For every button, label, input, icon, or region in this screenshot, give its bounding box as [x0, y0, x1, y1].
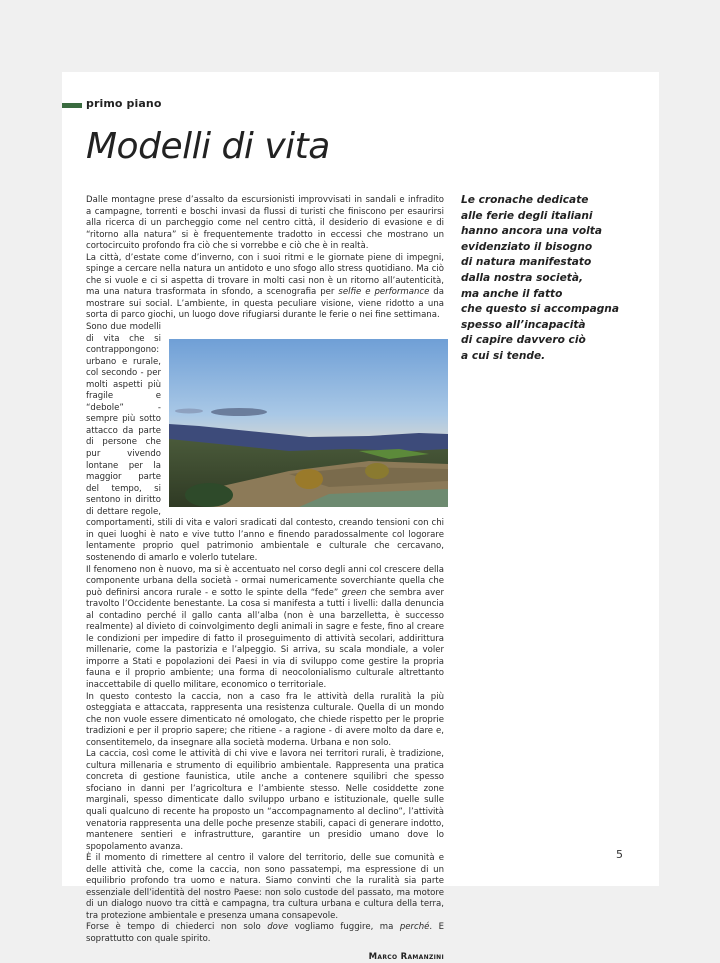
pull-quote-line: alle ferie degli italiani	[461, 209, 593, 222]
pull-quote-line: ma anche il fatto	[461, 287, 563, 300]
author-signature: Marco Ramanzini	[368, 951, 444, 962]
paragraph: La caccia, così come le attività di chi vive e lavora nei territori rurali, è tradizione, cultura millenaria e strumento di equilibrio ambientale. Rappresenta una pratica concreta di gestione faunistica, utile anche a contenere squilibri che spesso sfociano in danni per l’agricoltura e l’ambiente stesso. Nelle cosiddette zone marginali, spesso dimenticate dallo sviluppo urbano e istituzionale, quelle sulle quali qualcuno di recente ha proposto un “accompagnamento al declino”, l’attività venatoria rappresenta una delle poche presenze stabili, capaci di generare indotto, mantenere sentieri e infrastrutture, garantire un presidio umano dove lo spopolamento avanza.	[86, 749, 444, 852]
landscape-photo	[169, 339, 448, 507]
pull-quote-line: hanno ancora una volta	[461, 225, 602, 238]
paragraph: Il fenomeno non è nuovo, ma si è accentuato nel corso degli anni col crescere della componente urbana della società - ormai numericamente soverchiante quella che può definirsi ancora rurale - e sotto le spinte della “fede” green che sembra aver travolto l’Occidente benestante. La cosa si manifesta a tutti i livelli: dalla denuncia al contadino perché il gallo canta all’alba (non è una barzelletta, è successo realmente) al divieto di coinvolgimento degli animali in sagre e feste, fino al creare le condizioni per impedire di fatto il proseguimento di attività secolari, addirittura millenarie, come la pastorizia e l’alpeggio. Si arriva, su scala mondiale, a voler imporre a Stati e popolazioni dei Paesi in via di sviluppo come gestire la propria fauna e il proprio ambiente; una forma di neocolonialismo culturale altrettanto inaccettabile di quello militare, economico o territoriale.	[86, 564, 444, 690]
section-accent-bar	[62, 103, 82, 108]
pull-quote-line: che questo si accompagna	[461, 303, 619, 316]
page-title: Modelli di vita	[86, 126, 330, 167]
pull-quote-line: Le cronache dedicate	[461, 194, 589, 206]
page-number: 5	[616, 848, 623, 861]
paragraph: Dalle montagne prese d’assalto da escursionisti improvvisati in sandali e infradito a campagne, torrenti e boschi invasi da flussi di turisti che finiscono per esaurirsi alla ricerca di un parcheggio come nel centro città, il desiderio di evasione e di “ritorno alla natura” si è frequentemente tradotto in eccessi che mostrano un cortocircuito profondo fra ciò che si vorrebbe e ciò che è in realtà.	[86, 195, 444, 252]
section-label: primo piano	[86, 97, 162, 110]
paragraph: Sono due modelli di vita che si contrappongono: urbano e rurale, col secondo - per molti aspetti più fragile e “debole” - sempre più sotto attacco da parte di persone che pur vivendo lontane per la maggior parte del tempo, si sentono in diritto di dettare regole, comportamenti, stili di vita e valori sradicati dal contesto, creando tensioni con chi in quei luoghi è nato e vive tutto l’anno e finendo paradossalmente col logorare lentamente proprio quel patrimonio ambientale e culturale che cercavano, sostenendo di amarlo e volerlo tutelare.	[86, 322, 444, 564]
pull-quote	[461, 193, 641, 365]
pull-quote-line: di natura manifestato	[461, 256, 592, 269]
paragraph: È il momento di rimettere al centro il valore del territorio, delle sue comunità e delle attività che, come la caccia, non sono passatempi, ma espressione di un equilibrio profondo tra uomo e natura. Siamo convinti che la ruralità sia parte essenziale dell’identità del nostro Paese: non solo custode del passato, ma motore di un dialogo nuovo tra città e campagna, tra cultura urbana e cultura della terra, tra protezione ambientale e presenza umana consapevole.	[86, 853, 444, 921]
paragraph: La città, d’estate come d’inverno, con i suoi ritmi e le giornate piene di impegni, spinge a cercare nella natura un antidoto e uno sfogo allo stress quotidiano. Ma ciò che si vuole e ci si aspetta di trovare in molti casi non è un ritorno all’autenticità, ma una natura trasformata in sfondo, a scenografia per selfie e performance da mostrare sui social. L’ambiente, in questa peculiare visione, viene ridotto a una sorta di parco giochi, un luogo dove rifugiarsi durante le ferie o nei fine settimana.	[86, 252, 444, 321]
pull-quote-line: a cui si tende.	[461, 349, 546, 362]
pull-quote-line: evidenziato il bisogno	[461, 240, 593, 253]
pull-quote-line: spesso all’incapacità	[461, 318, 586, 331]
paragraph: In questo contesto la caccia, non a caso fra le attività della ruralità la più osteggiata e attaccata, rappresenta una resistenza culturale. Quella di un mondo che non vuole essere dimenticato né omologato, che chiede rispetto per le proprie tradizioni e per il proprio sapere; che ritiene - a ragione - di avere molto da dare e, consentitemelo, da insegnare alla società moderna. Urbana e non solo.	[86, 691, 444, 748]
paragraph: Forse è tempo di chiederci non solo dove vogliamo fuggire, ma perché. E soprattutto con quale spirito.	[86, 922, 444, 944]
magazine-page	[62, 72, 659, 962]
article-body	[86, 195, 444, 963]
pull-quote-line: dalla nostra società,	[461, 271, 583, 284]
pull-quote-line: di capire davvero ciò	[461, 334, 586, 347]
